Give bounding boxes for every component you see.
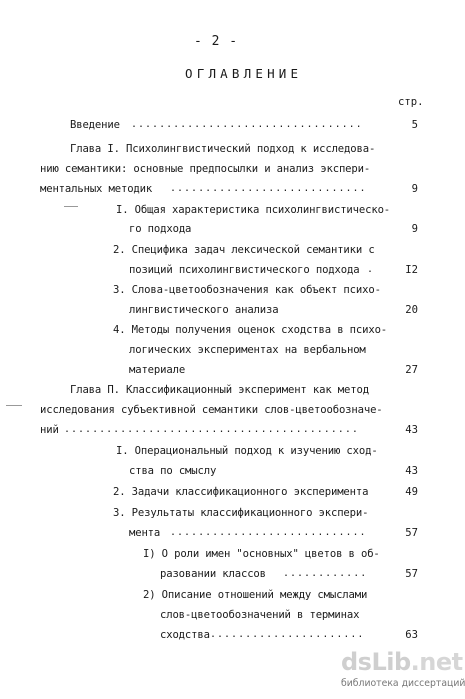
toc-page-number: 57	[405, 527, 418, 539]
toc-page-number: 27	[405, 364, 418, 376]
toc-line: 2) Описание отношений между смыслами	[143, 589, 368, 601]
toc-line: нию семантики: основные предпосылки и анализ экспери-	[40, 163, 371, 175]
toc-page-number: 9	[411, 183, 418, 195]
toc-line: ментальных методик	[40, 183, 153, 195]
dslib-watermark	[341, 648, 465, 692]
toc-line: 4. Методы получения оценок сходства в психо-	[113, 324, 388, 336]
contents-title: ОГЛАВЛЕНИЕ	[185, 66, 303, 81]
page-number: - 2 -	[194, 34, 239, 49]
toc-leader: .................................	[131, 119, 363, 130]
toc-page-number: 43	[405, 465, 418, 477]
toc-line: логических экспериментах на вербальном	[129, 344, 366, 356]
logo-main: dsLib	[341, 648, 411, 676]
toc-page-number: 63	[405, 629, 418, 641]
margin-mark	[6, 405, 22, 406]
page-column-label: стр.	[398, 96, 424, 108]
toc-page-number: 49	[405, 486, 418, 498]
toc-line: I. Операциональный подход к изучению сход-	[116, 445, 378, 457]
toc-line: Глава П. Классификационный эксперимент как метод	[70, 384, 369, 396]
toc-line: исследования субъективной семантики слов-цветообозначе-	[40, 404, 383, 416]
toc-line: лингвистического анализа	[129, 304, 279, 316]
toc-line: слов-цветообозначений в терминах	[160, 609, 360, 621]
toc-line: 2. Специфика задач лексической семантики с	[113, 244, 375, 256]
toc-leader: ......................	[210, 629, 365, 640]
toc-page-number: 20	[405, 304, 418, 316]
toc-leader: ............................	[170, 183, 367, 194]
toc-line: сходства	[160, 629, 210, 641]
toc-line: ний	[40, 424, 59, 436]
toc-line: Введение	[70, 119, 120, 131]
toc-line: мента	[129, 527, 161, 539]
toc-line: разовании классов	[160, 568, 266, 580]
toc-page-number: 5	[411, 119, 418, 131]
toc-line: Глава I. Психолингвистический подход к исследова-	[70, 143, 376, 155]
toc-page-number: 57	[405, 568, 418, 580]
logo-tld: .net	[410, 648, 463, 676]
toc-line: 3. Слова-цветообозначения как объект психо-	[113, 284, 381, 296]
toc-line: го подхода	[129, 223, 192, 235]
margin-mark	[64, 206, 78, 207]
toc-leader: ............................	[170, 527, 367, 538]
toc-leader: ..........................................	[64, 424, 359, 435]
toc-line: позиций психолингвистического подхода	[129, 264, 360, 276]
toc-page-number: 9	[411, 223, 418, 235]
toc-line: ства по смыслу	[129, 465, 217, 477]
toc-page-number: I2	[405, 264, 418, 276]
dslib-logo	[341, 648, 463, 676]
toc-leader: .	[367, 264, 375, 275]
toc-line: I. Общая характеристика психолингвистическо-	[116, 204, 391, 216]
toc-line: 2. Задачи классификационного эксперимента	[113, 486, 369, 498]
toc-line: I) О роли имен "основных" цветов в об-	[143, 548, 380, 560]
toc-page-number: 43	[405, 424, 418, 436]
toc-line: материале	[129, 364, 186, 376]
watermark-subtitle: библиотека диссертаций	[341, 678, 465, 689]
toc-leader: ............	[283, 568, 368, 579]
toc-line: 3. Результаты классификационного экспери-	[113, 507, 369, 519]
